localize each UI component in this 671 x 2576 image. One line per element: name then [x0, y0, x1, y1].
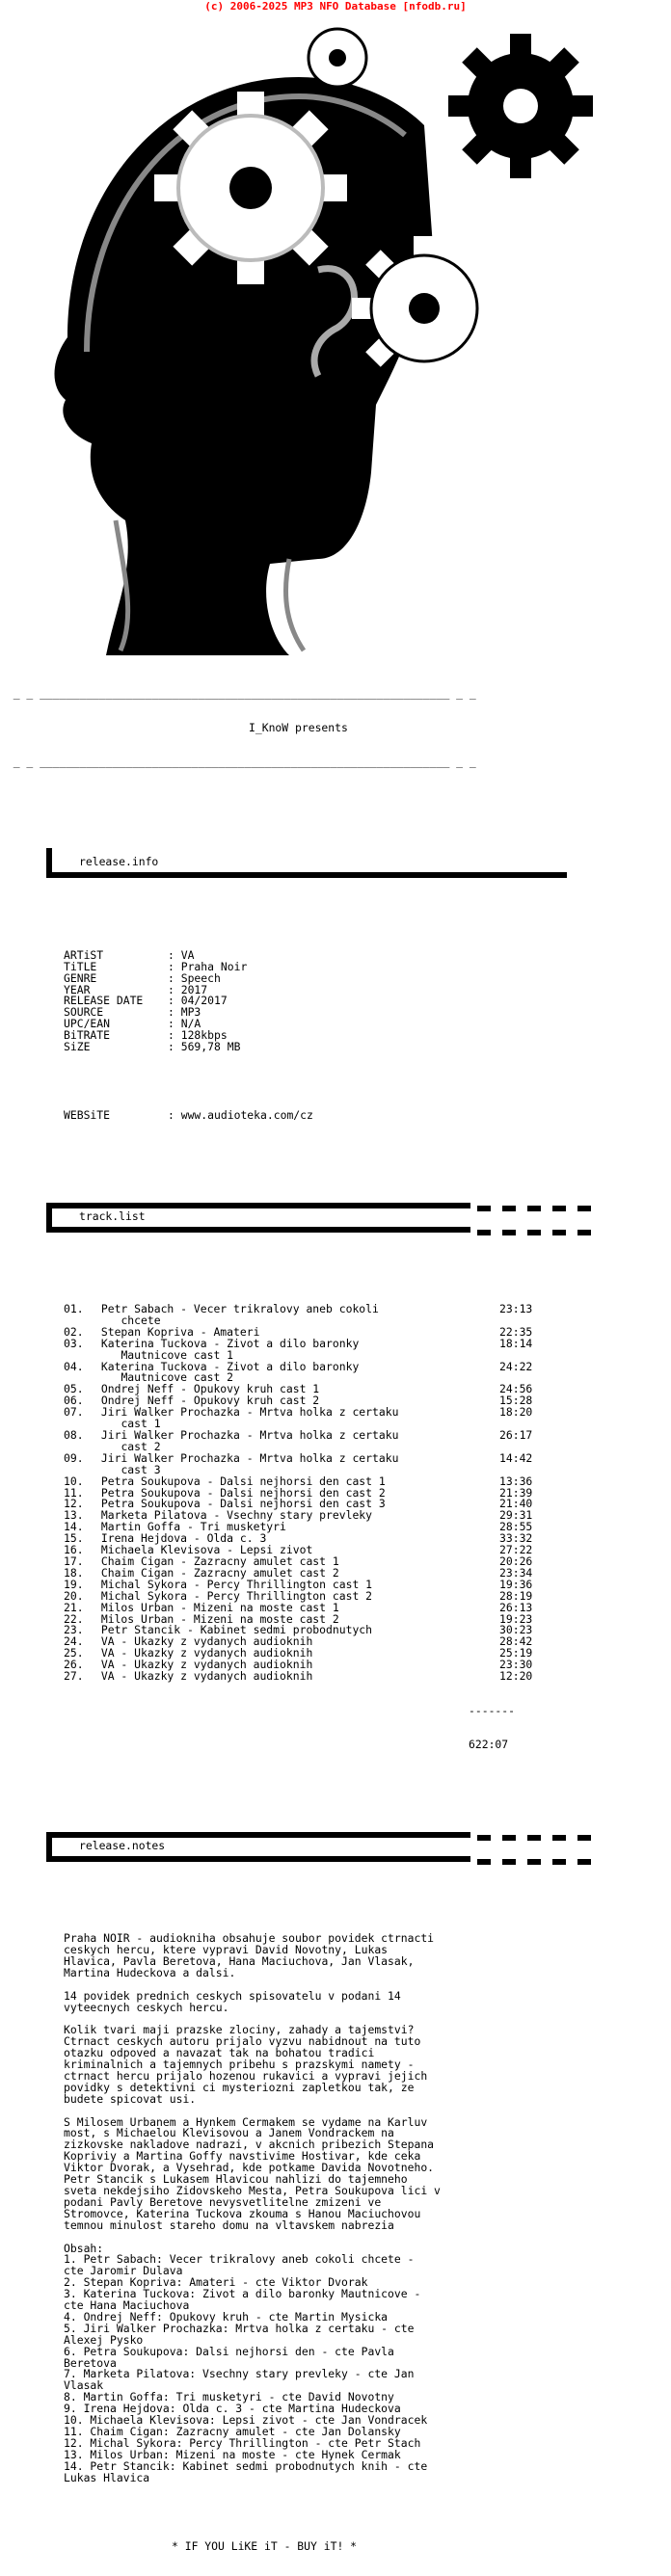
info-key: BiTRATE [64, 1028, 111, 1043]
track-number: 22. [64, 1611, 84, 1626]
track-duration: 22:35 [499, 1324, 533, 1339]
track-duration: 28:42 [499, 1634, 533, 1649]
track-row [0, 1450, 671, 1476]
info-row: RELEASE DATE : 04/2017 [64, 994, 228, 1008]
total-duration: 622:07 [469, 1738, 509, 1752]
info-row: SiZE : 569,78 MB [64, 1039, 241, 1053]
track-title: Irena Hejdova - Olda c. 3 [94, 1531, 267, 1546]
track-row [0, 1407, 671, 1430]
track-number: 12. [64, 1497, 84, 1511]
track-row [0, 1671, 671, 1683]
track-duration: 24:22 [499, 1359, 533, 1373]
track-number: 23. [64, 1623, 84, 1637]
info-key: TiTLE [64, 959, 97, 973]
info-key: UPC/EAN [64, 1017, 111, 1031]
track-title: Petra Soukupova - Dalsi nejhorsi den cast 1 [94, 1474, 386, 1488]
track-number: 17. [64, 1554, 84, 1568]
section-title: release.notes [79, 1838, 166, 1852]
track-number: 24. [64, 1634, 84, 1649]
track-row [0, 1359, 671, 1385]
track-duration: 19:36 [499, 1577, 533, 1591]
track-title: Stepan Kopriva - Amateri [94, 1324, 260, 1339]
track-number: 27. [64, 1669, 84, 1684]
site-header: (c) 2006-2025 MP3 NFO Database [nfodb.ru] [204, 0, 467, 13]
track-duration: 18:20 [499, 1405, 533, 1420]
footer-slogan: * IF YOU LiKE iT - BUY iT! * [172, 2539, 358, 2554]
info-value: 569,78 MB [180, 1039, 241, 1053]
track-row [0, 1430, 671, 1453]
head-gears-logo [29, 19, 627, 665]
track-duration: 23:34 [499, 1565, 533, 1580]
presents-line: I_KnoW presents [249, 720, 348, 734]
track-title: Chaim Cigan - Zazracny amulet cast 2 [94, 1565, 339, 1580]
track-duration: 28:55 [499, 1520, 533, 1534]
track-title: Marketa Pilatova - Vsechny stary prevleky [94, 1508, 373, 1523]
section-header-release-info [0, 848, 671, 881]
track-title: Petra Soukupova - Dalsi nejhorsi den cast 2 [94, 1485, 386, 1500]
track-duration: 20:26 [499, 1554, 533, 1568]
track-number: 07. [64, 1405, 84, 1420]
track-title: Jiri Walker Prochazka - Mrtva holka z certaku cast 3 [100, 1450, 399, 1476]
info-value: VA [180, 947, 195, 962]
track-duration: 25:19 [499, 1646, 533, 1660]
track-duration: 18:14 [499, 1336, 533, 1350]
nfo-text: _ _ ______________________________________________________________ _ _ I_KnoW presents _ _ ______________________________________________________________ _ _ release.info ARTiST : VA TiTLE : Praha Noir GENRE : Speech YEAR : 2017 RELEASE DATE : 04/2017 SOURCE : MP3 UPC/EAN : N/A BiTRATE : 128kbps SiZE : 569,78 MB WEBSiTE : www.audioteka.com/cz track.list 01. Petr Sabach - Vecer trikralovy aneb cokoli chcete 23:13 02. Stepan Kopriva - Amateri 22:35 03. Katerina Tuckova - Zivot a dilo baronky Mautnicove cast 1 18:14 04. Katerina Tuckova - Zivot a dilo baronky Mautnicove cast 2 24:22 05. Ondrej Neff - Opukovy kruh cast 1 24:56 06. Ondrej Neff - Opukovy kruh cast 2 15:28 07. Jiri Walker Prochazka - Mrtva holka z certaku cast 1 18:20 08. Jiri Walker Prochazka - Mrtva holka z certaku cast 2 26:17 09. Jiri Walker Prochazka - Mrtva holka z certaku cast 3 14:42 10. Petra Soukupova - Dalsi nejhorsi den cast 1 13:36 11. Petra Soukupova - Dalsi nejhorsi den cast 2 21:39 12. Petra Soukupova - Dalsi nejhorsi den cast 3 21:40 13. Marketa Pilatova - Vsechny stary prevleky 29:31 14. Martin Goffa - Tri musketyri 28:55 15. Irena Hejdova - Olda c. 3 33:32 16. Michaela Klevisova - Lepsi zivot 27:22 17. Chaim Cigan - Zazracny amulet cast 1 20:26 18. Chaim Cigan - Zazracny amulet cast 2 23:34 19. Michal Sykora - Percy Thrillington cast 1 19:36 20. Michal Sykora - Percy Thrillington cast 2 28:19 21. Milos Urban - Mizeni na moste cast 1 26:13 22. Milos Urban - Mizeni na moste cast 2 19:23 23. Petr Stancik - Kabinet sedmi probodnutych 30:23 24. VA - Ukazky z vydanych audioknih 28:42 25. VA - Ukazky z vydanych audioknih 25:19 26. VA - Ukazky z vydanych audioknih 23:30 27. VA - Ukazky z vydanych audioknih 12:20 ------- 622:07 release.notes Praha NOIR - audiokniha obsahuje soubor povidek ctrnacti ceskych hercu, ktere vypravi David Novotny, Lukas Hlavica, Pavla Beretova, Hana Maciuchova, Jan Vlasak, Martina Hudeckova a dalsi. 14 povidek prednich ceskych spisovatelu v podani 14 vyteecnych ceskych hercu. Kolik tvari maji prazske zlociny, zahady a tajemstvi? Ctrnact ceskych autoru prijalo vyzvu nabidnout na tuto otazku odpoved a navazat tak na bohatou tradici kriminalnich a tajemnych pribehu s prazskymi namety - ctrnact hercu prijalo hozenou rukavici a vypravi jejich povidky s detektivni ci mysteriozni zapletkou tak, ze budete spicovat usi. S Milosem Urbanem a Hynkem Cermakem se vydame na Karluv most, s Michaelou Klevisovou a Janem Vondrackem na zizkovske nakladove nadrazi, v akcnich pribezich Stepana Kopriviy a Martina Goffy navstivime Hostivar, kde ceka Viktor Dvorak, a Vysehrad, kde potkame Davida Novotneho. Petr Stancik s Lukasem Hlavicou nahlizi do tajemneho sveta nekdejsiho Zidovskeho Mesta, Petra Soukupova lici v podani Pavly Beretove nevysvetlitelne zmizeni ve Stromovce, Katerina Tuckova zkouma s Hanou Maciuchovou temnou minulost stareho domu na vltavskem nabrezia Obsah: 1. Petr Sabach: Vecer trikralovy aneb cokoli chcete - cte Jaromir Dulava 2. Stepan Kopriva: Amateri - cte Viktor Dvorak 3. Katerina Tuckova: Zivot a dilo baronky Mautnicove - cte Hana Maciuchova 4. Ondrej Neff: Opukovy kruh - cte Martin Mysicka 5. Jiri Walker Prochazka: Mrtva holka z certaku - cte Alexej Pysko 6. Petra Soukupova: Dalsi nejhorsi den - cte Pavla Beretova 7. Marketa Pilatova: Vsechny stary prevleky - cte Jan Vlasak 8. Martin Goffa: Tri musketyri - cte David Novotny 9. Irena Hejdova: Olda c. 3 - cte Martina Hudeckova 10. Michaela Klevisova: Lepsi zivot - cte Jan Vondracek 11. Chaim Cigan: Zazracny amulet - cte Jan Dolansky 12. Michal Sykora: Percy Thrillington - cte Petr Stach 13. Milos Urban: Mizeni na moste - cte Hynek Cermak 14. Petr Stancik: Kabinet sedmi probodnutych knih - cte Lukas Hlavica * IF YOU LiKE iT - BUY iT! * [0, 665, 671, 2576]
info-value: MP3 [180, 1005, 201, 1020]
info-row: YEAR : 2017 [64, 982, 208, 996]
track-number: 05. [64, 1382, 84, 1396]
info-key: YEAR [64, 982, 91, 996]
track-duration: 28:19 [499, 1588, 533, 1603]
website-link[interactable]: www.audioteka.com/cz [180, 1108, 313, 1123]
track-number: 18. [64, 1565, 84, 1580]
section-title: track.list [79, 1208, 146, 1223]
track-row [0, 1336, 671, 1362]
track-duration: 26:13 [499, 1600, 533, 1614]
track-number: 11. [64, 1485, 84, 1500]
track-list [0, 1304, 671, 1683]
track-number: 02. [64, 1324, 84, 1339]
track-title: VA - Ukazky z vydanych audioknih [94, 1646, 313, 1660]
track-duration: 19:23 [499, 1611, 533, 1626]
track-duration: 23:13 [499, 1302, 533, 1316]
track-duration: 33:32 [499, 1531, 533, 1546]
track-number: 19. [64, 1577, 84, 1591]
track-number: 09. [64, 1450, 84, 1465]
track-title: Petr Stancik - Kabinet sedmi probodnutych [94, 1623, 373, 1637]
track-title: Katerina Tuckova - Zivot a dilo baronky Mautnicove cast 1 [100, 1336, 360, 1362]
info-row: SOURCE : MP3 [64, 1005, 201, 1020]
track-number: 25. [64, 1646, 84, 1660]
track-duration: 24:56 [499, 1382, 533, 1396]
website-row: WEBSiTE : www.audioteka.com/cz [64, 1108, 313, 1123]
total-rule: ------- [469, 1703, 516, 1717]
info-row: UPC/EAN : N/A [64, 1017, 201, 1031]
info-value: Praha Noir [180, 959, 248, 973]
section-header-track-list [0, 1203, 671, 1235]
notes-paragraph: S Milosem Urbanem a Hynkem Cermakem se vydame na Karluv most, s Michaelou Klevisovou a Janem Vondrackem na zizkovske nakladove nadrazi, v akcnich pribezich Stepana Kopriviy a Martina Goffy navstivime Hostivar, kde ceka Viktor Dvorak, a Vysehrad, kde potkame Davida Novotneho. Petr Stancik s Lukasem Hlavicou nahlizi do tajemneho sveta nekdejsiho Zidovskeho Mesta, Petra Soukupova lici v podani Pavly Beretove nevysvetlitelne zmizeni ve Stromovce, Katerina Tuckova zkouma s Hanou Maciuchovou temnou minulost stareho domu na vltavskem nabrezia [64, 2114, 441, 2232]
track-number: 04. [64, 1359, 84, 1373]
track-duration: 21:39 [499, 1485, 533, 1500]
track-title: Katerina Tuckova - Zivot a dilo baronky Mautnicove cast 2 [100, 1359, 360, 1385]
track-number: 03. [64, 1336, 84, 1350]
track-number: 13. [64, 1508, 84, 1523]
release-notes [0, 1933, 671, 2483]
track-title: Martin Goffa - Tri musketyri [94, 1520, 286, 1534]
track-duration: 30:23 [499, 1623, 533, 1637]
info-key: RELEASE DATE [64, 994, 144, 1008]
notes-paragraph: Praha NOIR - audiokniha obsahuje soubor povidek ctrnacti ceskych hercu, ktere vypravi David Novotny, Lukas Hlavica, Pavla Beretova, Hana Maciuchova, Jan Vlasak, Martina Hudeckova a dalsi. [64, 1931, 435, 1979]
info-value: 128kbps [180, 1028, 228, 1043]
track-title: Michaela Klevisova - Lepsi zivot [94, 1543, 313, 1557]
track-title: Jiri Walker Prochazka - Mrtva holka z certaku cast 1 [100, 1405, 399, 1431]
track-title: Ondrej Neff - Opukovy kruh cast 1 [94, 1382, 320, 1396]
info-value: 04/2017 [180, 994, 228, 1008]
release-info-list [0, 947, 671, 1053]
section-title: release.info [79, 855, 159, 869]
section-header-release-notes [0, 1832, 671, 1865]
track-title: Petra Soukupova - Dalsi nejhorsi den cast 3 [94, 1497, 386, 1511]
track-duration: 13:36 [499, 1474, 533, 1488]
track-duration: 15:28 [499, 1394, 533, 1408]
track-duration: 14:42 [499, 1450, 533, 1465]
track-number: 01. [64, 1302, 84, 1316]
track-duration: 12:20 [499, 1669, 533, 1684]
info-row: ARTiST : VA [64, 947, 195, 962]
track-title: Ondrej Neff - Opukovy kruh cast 2 [94, 1394, 320, 1408]
track-number: 10. [64, 1474, 84, 1488]
track-duration: 29:31 [499, 1508, 533, 1523]
track-number: 06. [64, 1394, 84, 1408]
info-row: GENRE : Speech [64, 970, 221, 985]
track-number: 21. [64, 1600, 84, 1614]
track-duration: 27:22 [499, 1543, 533, 1557]
notes-paragraph: Kolik tvari maji prazske zlociny, zahady a tajemstvi? Ctrnact ceskych autoru prijalo vyzvu nabidnout na tuto otazku odpoved a navazat tak na bohatou tradici kriminalnich a tajemnych pribehu s prazskymi namety - ctrnact hercu prijalo hozenou rukavici a vypravi jejich povidky s detektivni ci mysteriozni zapletkou tak, ze budete spicovat usi. [64, 2023, 428, 2106]
track-title: VA - Ukazky z vydanych audioknih [94, 1634, 313, 1649]
info-key: SOURCE [64, 1005, 104, 1020]
track-number: 26. [64, 1658, 84, 1672]
track-title: Michal Sykora - Percy Thrillington cast 2 [94, 1588, 373, 1603]
track-title: VA - Ukazky z vydanych audioknih [94, 1658, 313, 1672]
track-number: 16. [64, 1543, 84, 1557]
track-title: Petr Sabach - Vecer trikralovy aneb cokoli chcete [100, 1302, 379, 1327]
info-key: ARTiST [64, 947, 104, 962]
track-number: 14. [64, 1520, 84, 1534]
info-key: GENRE [64, 970, 97, 985]
track-title: VA - Ukazky z vydanych audioknih [94, 1669, 313, 1684]
info-value: N/A [180, 1017, 201, 1031]
track-title: Milos Urban - Mizeni na moste cast 1 [94, 1600, 339, 1614]
track-number: 08. [64, 1428, 84, 1442]
track-number: 15. [64, 1531, 84, 1546]
track-title: Chaim Cigan - Zazracny amulet cast 1 [94, 1554, 339, 1568]
notes-paragraph: Obsah: 1. Petr Sabach: Vecer trikralovy aneb cokoli chcete - cte Jaromir Dulava 2. Stepan Kopriva: Amateri - cte Viktor Dvorak 3. Katerina Tuckova: Zivot a dilo baronky Mautnicove - cte Hana Maciuchova 4. Ondrej Neff: Opukovy kruh - cte Martin Mysicka 5. Jiri Walker Prochazka: Mrtva holka z certaku - cte Alexej Pysko 6. Petra Soukupova: Dalsi nejhorsi den - cte Pavla Beretova 7. Marketa Pilatova: Vsechny stary prevleky - cte Jan Vlasak 8. Martin Goffa: Tri musketyri - cte David Novotny 9. Irena Hejdova: Olda c. 3 - cte Martina Hudeckova 10. Michaela Klevisova: Lepsi zivot - cte Jan Vondracek 11. Chaim Cigan: Zazracny amulet - cte Jan Dolansky 12. Michal Sykora: Percy Thrillington - cte Petr Stach 13. Milos Urban: Mizeni na moste - cte Hynek Cermak 14. Petr Stancik: Kabinet sedmi probodnutych knih - cte Lukas Hlavica [64, 2241, 428, 2484]
info-row: BiTRATE : 128kbps [64, 1028, 228, 1043]
info-row: TiTLE : Praha Noir [64, 959, 248, 973]
track-duration: 23:30 [499, 1658, 533, 1672]
track-number: 20. [64, 1588, 84, 1603]
notes-paragraph: 14 povidek prednich ceskych spisovatelu v podani 14 vyteecnych ceskych hercu. [64, 1988, 401, 2014]
track-duration: 26:17 [499, 1428, 533, 1442]
track-title: Michal Sykora - Percy Thrillington cast 1 [94, 1577, 373, 1591]
track-title: Jiri Walker Prochazka - Mrtva holka z certaku cast 2 [100, 1428, 399, 1453]
info-value: 2017 [180, 982, 208, 996]
track-title: Milos Urban - Mizeni na moste cast 2 [94, 1611, 339, 1626]
info-key: SiZE [64, 1039, 91, 1053]
info-value: Speech [180, 970, 221, 985]
track-row [0, 1304, 671, 1327]
track-duration: 21:40 [499, 1497, 533, 1511]
